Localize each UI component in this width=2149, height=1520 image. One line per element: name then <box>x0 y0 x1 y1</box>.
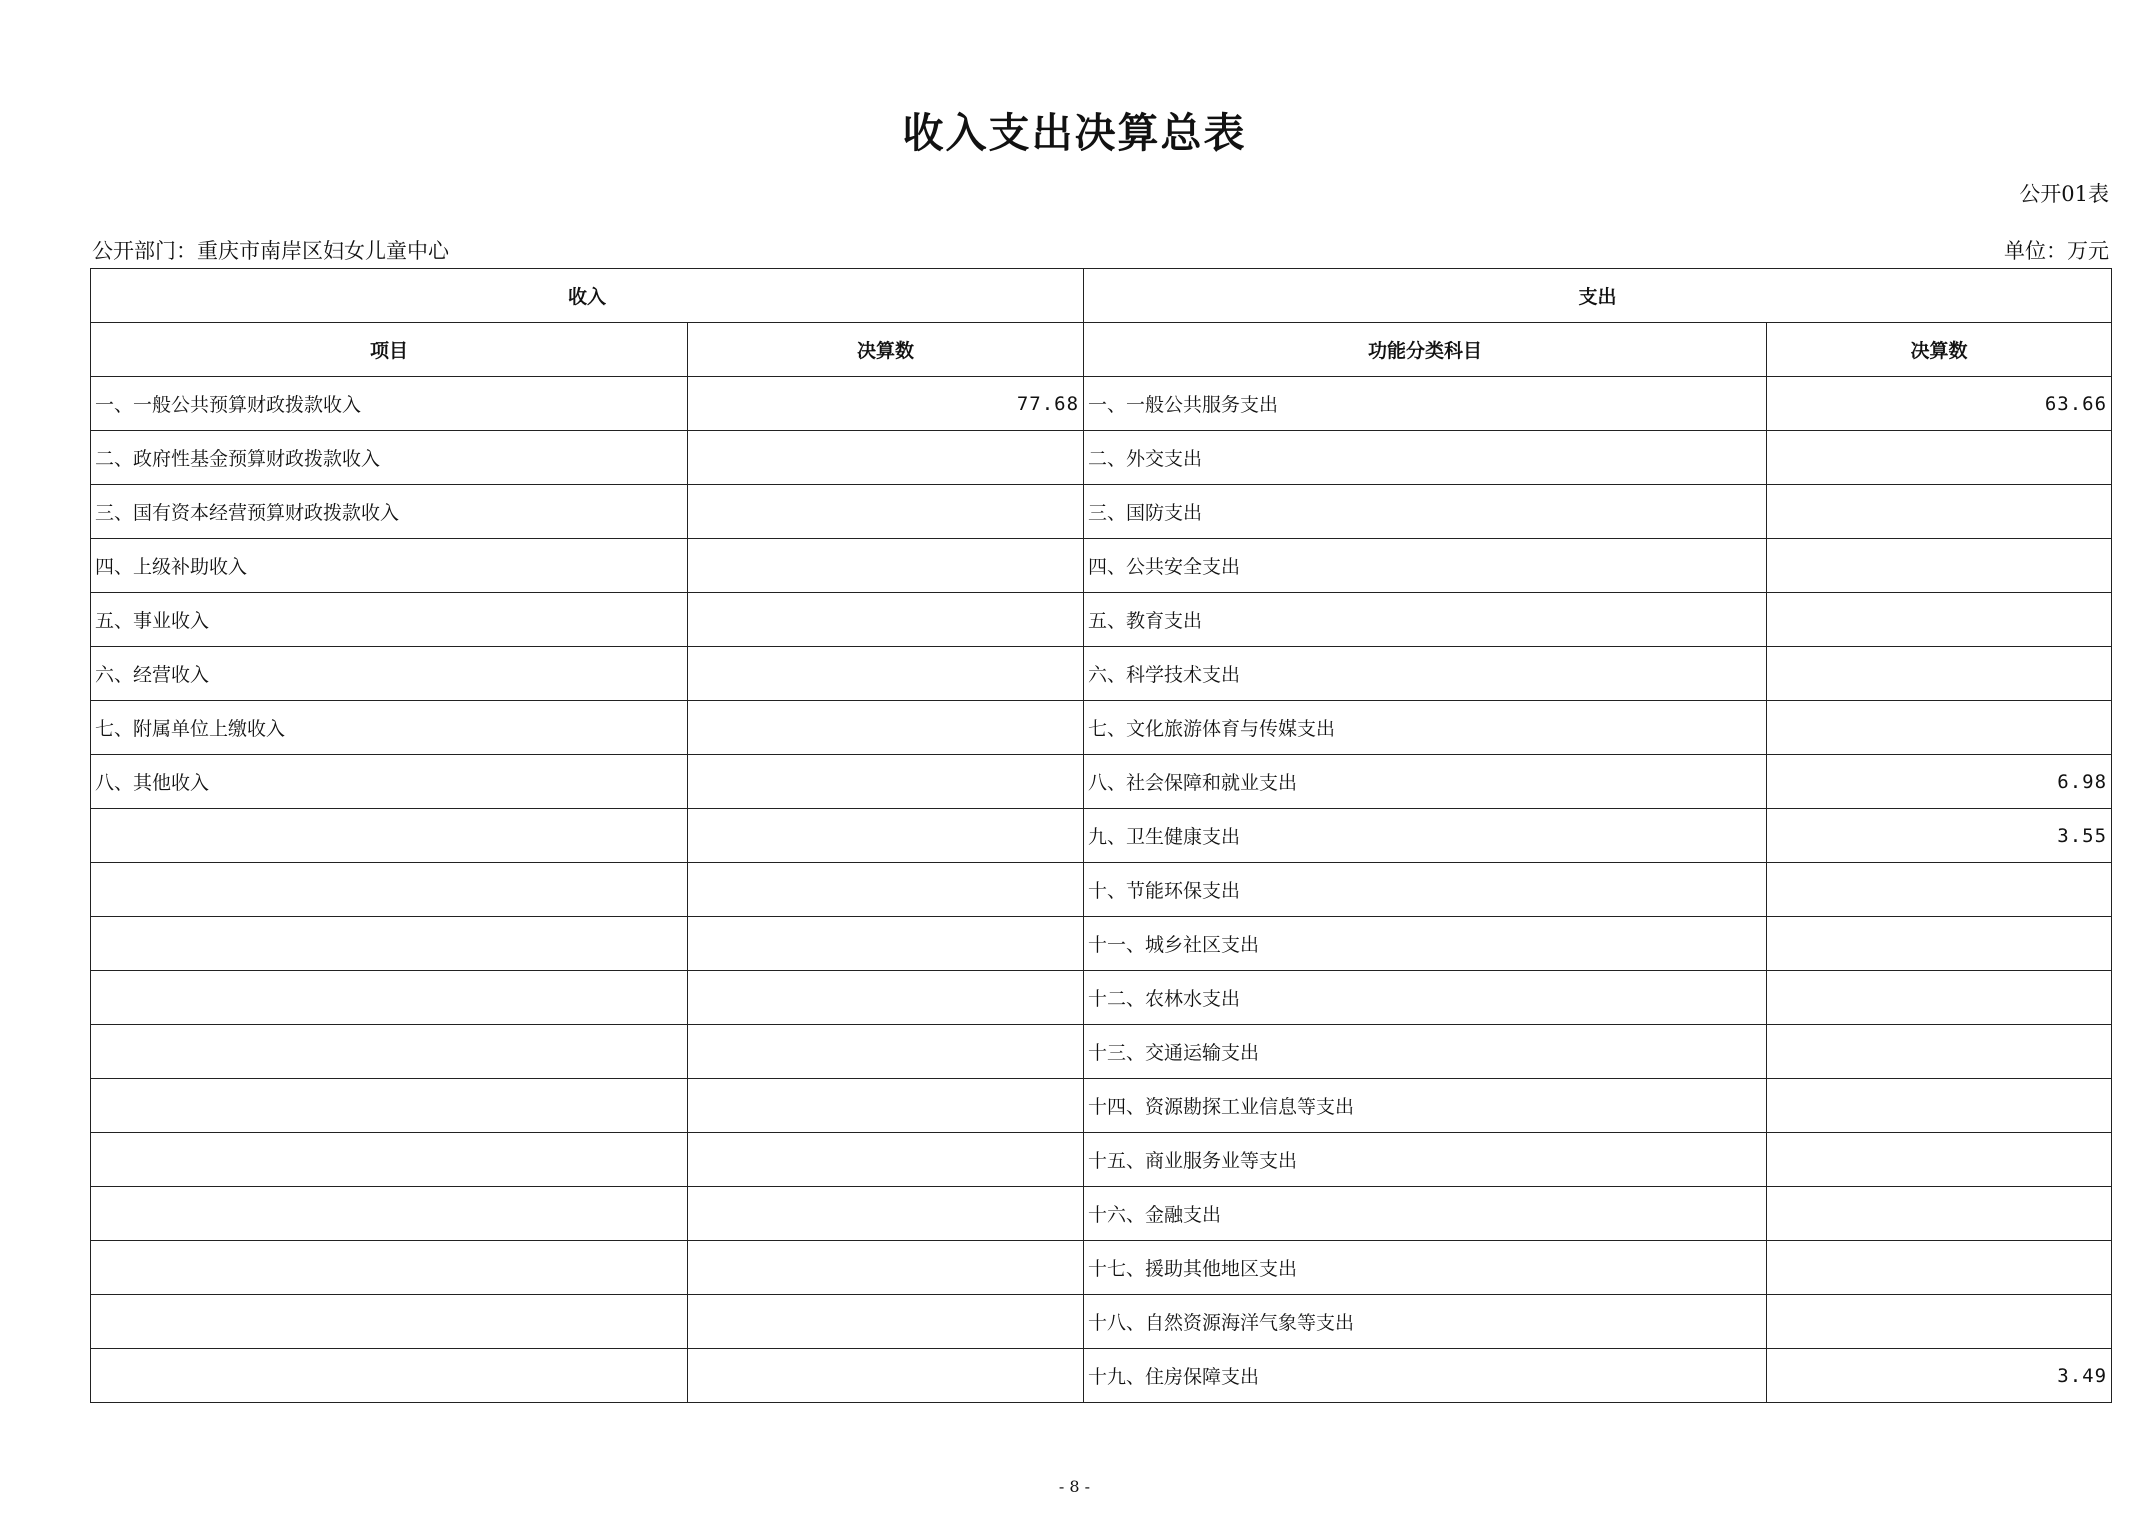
income-amount-cell <box>688 1295 1084 1349</box>
expenditure-amount-cell <box>1767 1241 2112 1295</box>
income-amount-cell <box>688 485 1084 539</box>
expenditure-amount-cell: 6.98 <box>1767 755 2112 809</box>
expenditure-item-cell: 二、外交支出 <box>1084 431 1767 485</box>
income-item-cell <box>91 863 688 917</box>
expenditure-amount-cell: 3.55 <box>1767 809 2112 863</box>
expenditure-item-cell: 三、国防支出 <box>1084 485 1767 539</box>
expenditure-amount-cell <box>1767 647 2112 701</box>
income-amount-cell <box>688 863 1084 917</box>
table-row <box>91 917 2112 971</box>
table-row <box>91 755 2112 809</box>
table-row <box>91 971 2112 1025</box>
expenditure-amount-cell <box>1767 1187 2112 1241</box>
expenditure-item-cell: 四、公共安全支出 <box>1084 539 1767 593</box>
expenditure-item-cell: 十八、自然资源海洋气象等支出 <box>1084 1295 1767 1349</box>
expenditure-item-cell: 十二、农林水支出 <box>1084 971 1767 1025</box>
table-row <box>91 1133 2112 1187</box>
income-item-cell: 三、国有资本经营预算财政拨款收入 <box>91 485 688 539</box>
table-row <box>91 1241 2112 1295</box>
expenditure-item-cell: 十一、城乡社区支出 <box>1084 917 1767 971</box>
income-amount-cell <box>688 971 1084 1025</box>
table-row <box>91 431 2112 485</box>
unit-label: 单位：万元 <box>2004 239 2109 263</box>
table-row <box>91 1349 2112 1403</box>
income-item-cell <box>91 809 688 863</box>
page-number: - 8 - <box>1058 1477 1091 1496</box>
table-row <box>91 539 2112 593</box>
expenditure-amount-cell <box>1767 431 2112 485</box>
income-item-cell <box>91 1133 688 1187</box>
income-amount-cell <box>688 647 1084 701</box>
expenditure-item-cell: 七、文化旅游体育与传媒支出 <box>1084 701 1767 755</box>
department-label: 公开部门：重庆市南岸区妇女儿童中心 <box>92 239 449 263</box>
income-amount-cell <box>688 809 1084 863</box>
income-item-cell <box>91 1025 688 1079</box>
income-amount-cell <box>688 593 1084 647</box>
income-item-cell <box>91 1241 688 1295</box>
expenditure-amount-cell: 3.49 <box>1767 1349 2112 1403</box>
income-group-header: 收入 <box>91 269 1084 323</box>
table-column-header-row <box>91 323 2112 377</box>
income-amount-cell <box>688 701 1084 755</box>
table-row <box>91 377 2112 431</box>
expenditure-amount-cell <box>1767 863 2112 917</box>
income-item-cell <box>91 917 688 971</box>
expenditure-group-header: 支出 <box>1084 269 2112 323</box>
expenditure-amount-cell <box>1767 701 2112 755</box>
expenditure-item-cell: 十六、金融支出 <box>1084 1187 1767 1241</box>
income-expenditure-table <box>90 268 2112 1403</box>
expenditure-item-cell: 一、一般公共服务支出 <box>1084 377 1767 431</box>
expenditure-amount-header: 决算数 <box>1767 323 2112 377</box>
income-amount-cell <box>688 539 1084 593</box>
income-item-cell <box>91 1187 688 1241</box>
income-amount-cell <box>688 431 1084 485</box>
income-amount-header: 决算数 <box>688 323 1084 377</box>
income-amount-cell <box>688 1241 1084 1295</box>
income-amount-cell <box>688 1187 1084 1241</box>
expenditure-item-cell: 十七、援助其他地区支出 <box>1084 1241 1767 1295</box>
table-row <box>91 1025 2112 1079</box>
table-row <box>91 863 2112 917</box>
expenditure-amount-cell <box>1767 1079 2112 1133</box>
table-row <box>91 593 2112 647</box>
income-amount-cell <box>688 755 1084 809</box>
income-item-cell <box>91 1349 688 1403</box>
table-row <box>91 701 2112 755</box>
form-code: 公开01表 <box>2019 182 2109 206</box>
table-row <box>91 1295 2112 1349</box>
table-row <box>91 647 2112 701</box>
income-amount-cell <box>688 1079 1084 1133</box>
income-item-cell: 四、上级补助收入 <box>91 539 688 593</box>
table-body <box>91 377 2112 1403</box>
income-amount-cell <box>688 1133 1084 1187</box>
expenditure-item-cell: 五、教育支出 <box>1084 593 1767 647</box>
page-title: 收入支出决算总表 <box>902 109 1247 157</box>
expenditure-amount-cell <box>1767 1295 2112 1349</box>
table-group-header-row <box>91 269 2112 323</box>
income-item-cell: 五、事业收入 <box>91 593 688 647</box>
income-item-cell: 七、附属单位上缴收入 <box>91 701 688 755</box>
expenditure-amount-cell: 63.66 <box>1767 377 2112 431</box>
income-item-cell: 二、政府性基金预算财政拨款收入 <box>91 431 688 485</box>
expenditure-item-header: 功能分类科目 <box>1084 323 1767 377</box>
expenditure-amount-cell <box>1767 971 2112 1025</box>
income-amount-cell <box>688 1349 1084 1403</box>
income-item-cell <box>91 1079 688 1133</box>
expenditure-item-cell: 十五、商业服务业等支出 <box>1084 1133 1767 1187</box>
income-amount-cell <box>688 917 1084 971</box>
income-amount-cell <box>688 1025 1084 1079</box>
expenditure-item-cell: 十三、交通运输支出 <box>1084 1025 1767 1079</box>
expenditure-amount-cell <box>1767 1025 2112 1079</box>
income-item-cell <box>91 971 688 1025</box>
expenditure-amount-cell <box>1767 1133 2112 1187</box>
table-row <box>91 1187 2112 1241</box>
income-item-cell: 八、其他收入 <box>91 755 688 809</box>
income-item-header: 项目 <box>91 323 688 377</box>
expenditure-item-cell: 十、节能环保支出 <box>1084 863 1767 917</box>
table-row <box>91 1079 2112 1133</box>
expenditure-item-cell: 九、卫生健康支出 <box>1084 809 1767 863</box>
expenditure-item-cell: 八、社会保障和就业支出 <box>1084 755 1767 809</box>
table-row <box>91 485 2112 539</box>
income-amount-cell: 77.68 <box>688 377 1084 431</box>
expenditure-amount-cell <box>1767 593 2112 647</box>
expenditure-amount-cell <box>1767 539 2112 593</box>
expenditure-item-cell: 六、科学技术支出 <box>1084 647 1767 701</box>
expenditure-amount-cell <box>1767 917 2112 971</box>
expenditure-item-cell: 十四、资源勘探工业信息等支出 <box>1084 1079 1767 1133</box>
income-item-cell: 六、经营收入 <box>91 647 688 701</box>
income-item-cell <box>91 1295 688 1349</box>
table-row <box>91 809 2112 863</box>
expenditure-item-cell: 十九、住房保障支出 <box>1084 1349 1767 1403</box>
expenditure-amount-cell <box>1767 485 2112 539</box>
income-item-cell: 一、一般公共预算财政拨款收入 <box>91 377 688 431</box>
